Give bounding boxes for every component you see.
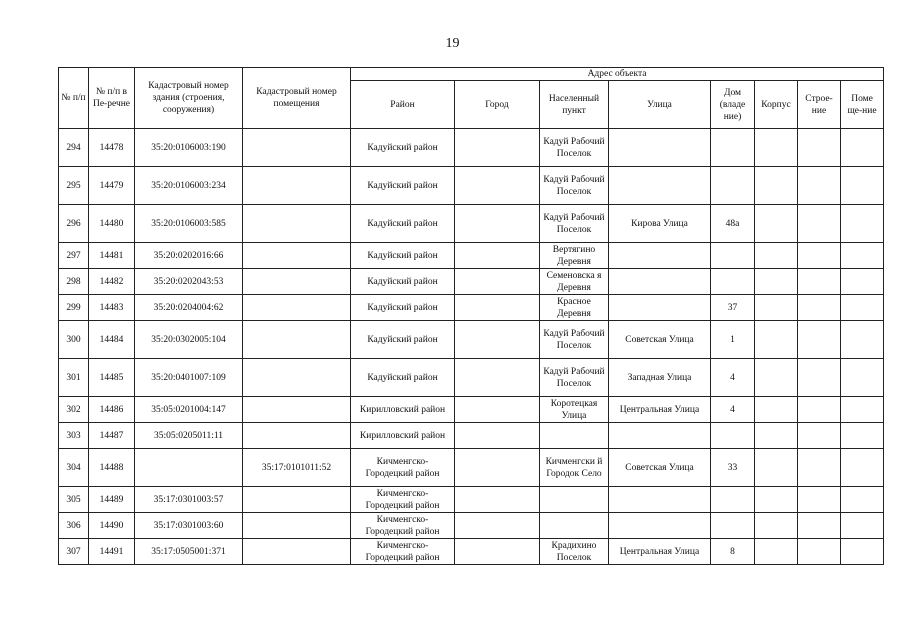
cell-korpus [755,269,798,295]
cell-district: Кадуйский район [351,167,455,205]
cell-num: 304 [59,449,89,487]
cell-pomeshchenie [841,539,884,565]
table-row [59,321,884,359]
cell-list-num: 14485 [89,359,135,397]
cell-list-num: 14480 [89,205,135,243]
page-number: 19 [445,36,460,51]
cell-building-cadastral: 35:17:0505001:371 [135,539,243,565]
cell-list-num: 14487 [89,423,135,449]
cell-street [609,295,711,321]
cell-street: Кирова Улица [609,205,711,243]
cell-premises-cadastral [243,243,351,269]
table-row [59,295,884,321]
table-header [59,68,884,129]
cell-stroenie [798,397,841,423]
cell-premises-cadastral [243,487,351,513]
table-row [59,397,884,423]
table-row [59,539,884,565]
cell-house [711,269,755,295]
cell-building-cadastral: 35:20:0106003:190 [135,129,243,167]
cell-city [455,321,540,359]
cell-premises-cadastral [243,423,351,449]
cell-settlement [540,423,609,449]
cell-premises-cadastral [243,205,351,243]
cell-street [609,167,711,205]
cell-korpus [755,129,798,167]
cell-house [711,487,755,513]
cell-premises-cadastral [243,269,351,295]
cell-premises-cadastral [243,295,351,321]
cell-pomeshchenie [841,295,884,321]
cell-building-cadastral: 35:20:0204004:62 [135,295,243,321]
cell-building-cadastral: 35:20:0106003:585 [135,205,243,243]
header-address-group: Адрес объекта [351,68,884,81]
cell-street [609,243,711,269]
cell-settlement [540,513,609,539]
cell-num: 297 [59,243,89,269]
cell-num: 296 [59,205,89,243]
table-row [59,449,884,487]
cell-stroenie [798,167,841,205]
cell-settlement: Кичменгски й Городок Село [540,449,609,487]
cell-pomeshchenie [841,243,884,269]
cell-building-cadastral: 35:20:0401007:109 [135,359,243,397]
cell-settlement: Кадуй Рабочий Поселок [540,167,609,205]
header-building-cadastral: Кадастровый номер здания (строения, сооружения) [135,68,243,129]
cell-pomeshchenie [841,449,884,487]
header-district: Район [351,81,455,129]
cell-street: Советская Улица [609,321,711,359]
cell-korpus [755,205,798,243]
cell-building-cadastral: 35:05:0205011:11 [135,423,243,449]
cell-premises-cadastral: 35:17:0101011:52 [243,449,351,487]
cell-list-num: 14488 [89,449,135,487]
cell-list-num: 14482 [89,269,135,295]
cell-district: Кичменгско-Городецкий район [351,539,455,565]
cell-settlement: Красное Деревня [540,295,609,321]
cell-building-cadastral: 35:17:0301003:60 [135,513,243,539]
cell-street: Советская Улица [609,449,711,487]
header-num: № п/п [59,68,89,129]
cell-num: 306 [59,513,89,539]
cell-korpus [755,539,798,565]
cell-district: Кадуйский район [351,269,455,295]
cell-num: 301 [59,359,89,397]
cell-pomeshchenie [841,487,884,513]
cell-settlement [540,487,609,513]
table-row [59,513,884,539]
cell-stroenie [798,449,841,487]
cell-building-cadastral: 35:20:0202016:66 [135,243,243,269]
cell-city [455,487,540,513]
cell-num: 294 [59,129,89,167]
cell-stroenie [798,539,841,565]
table-row [59,205,884,243]
cell-pomeshchenie [841,205,884,243]
cell-korpus [755,243,798,269]
header-house: Дом (владе ние) [711,81,755,129]
cell-city [455,359,540,397]
cell-street [609,269,711,295]
cell-stroenie [798,243,841,269]
cell-street: Центральная Улица [609,539,711,565]
cell-district: Кадуйский район [351,243,455,269]
cell-settlement: Кадуй Рабочий Поселок [540,321,609,359]
cell-stroenie [798,295,841,321]
cell-house [711,129,755,167]
cell-district: Кирилловский район [351,397,455,423]
cell-house: 37 [711,295,755,321]
cell-list-num: 14483 [89,295,135,321]
header-settlement: Населенный пункт [540,81,609,129]
cell-house: 33 [711,449,755,487]
header-premises-cadastral: Кадастровый номер помещения [243,68,351,129]
cell-settlement: Семеновска я Деревня [540,269,609,295]
cell-street [609,513,711,539]
header-list-num: № п/п в Пе-речне [89,68,135,129]
cell-district: Кадуйский район [351,205,455,243]
cell-house [711,243,755,269]
table-row [59,243,884,269]
cell-city [455,449,540,487]
header-pomeshchenie: Поме ще-ние [841,81,884,129]
cell-pomeshchenie [841,129,884,167]
cell-district: Кадуйский район [351,359,455,397]
cell-house [711,513,755,539]
cell-city [455,539,540,565]
cell-stroenie [798,269,841,295]
cell-korpus [755,397,798,423]
cell-korpus [755,359,798,397]
cell-pomeshchenie [841,359,884,397]
cell-district: Кадуйский район [351,321,455,359]
header-city: Город [455,81,540,129]
table-row [59,129,884,167]
cell-settlement: Кадуй Рабочий Поселок [540,359,609,397]
cell-city [455,397,540,423]
cell-house: 4 [711,359,755,397]
cell-num: 295 [59,167,89,205]
cell-settlement: Коротецкая Улица [540,397,609,423]
cell-city [455,295,540,321]
cell-district: Кичменгско-Городецкий район [351,487,455,513]
cell-list-num: 14481 [89,243,135,269]
cell-num: 299 [59,295,89,321]
cell-building-cadastral: 35:20:0202043:53 [135,269,243,295]
cell-street: Западная Улица [609,359,711,397]
cell-stroenie [798,321,841,359]
cell-pomeshchenie [841,269,884,295]
cell-house [711,167,755,205]
cell-street [609,423,711,449]
header-korpus: Корпус [755,81,798,129]
cell-premises-cadastral [243,539,351,565]
cell-pomeshchenie [841,513,884,539]
cell-list-num: 14486 [89,397,135,423]
cell-city [455,129,540,167]
table-row [59,167,884,205]
header-stroenie: Строе-ние [798,81,841,129]
registry-table [58,67,884,565]
cell-korpus [755,449,798,487]
cell-district: Кадуйский район [351,129,455,167]
cell-building-cadastral: 35:05:0201004:147 [135,397,243,423]
cell-stroenie [798,359,841,397]
cell-city [455,167,540,205]
cell-stroenie [798,513,841,539]
cell-list-num: 14491 [89,539,135,565]
cell-building-cadastral [135,449,243,487]
cell-pomeshchenie [841,423,884,449]
cell-pomeshchenie [841,321,884,359]
cell-num: 303 [59,423,89,449]
cell-building-cadastral: 35:20:0106003:234 [135,167,243,205]
cell-house [711,423,755,449]
cell-stroenie [798,487,841,513]
cell-house: 1 [711,321,755,359]
cell-city [455,513,540,539]
cell-settlement: Вертягино Деревня [540,243,609,269]
cell-num: 302 [59,397,89,423]
header-street: Улица [609,81,711,129]
cell-list-num: 14490 [89,513,135,539]
cell-street: Центральная Улица [609,397,711,423]
cell-city [455,205,540,243]
cell-num: 300 [59,321,89,359]
cell-premises-cadastral [243,513,351,539]
table-row [59,269,884,295]
cell-city [455,243,540,269]
cell-house: 4 [711,397,755,423]
cell-num: 298 [59,269,89,295]
cell-premises-cadastral [243,397,351,423]
cell-premises-cadastral [243,167,351,205]
cell-district: Кирилловский район [351,423,455,449]
cell-settlement: Крадихино Поселок [540,539,609,565]
cell-korpus [755,321,798,359]
cell-korpus [755,295,798,321]
cell-stroenie [798,205,841,243]
cell-korpus [755,513,798,539]
cell-city [455,423,540,449]
table-row [59,487,884,513]
cell-district: Кадуйский район [351,295,455,321]
cell-pomeshchenie [841,397,884,423]
table-row [59,359,884,397]
cell-pomeshchenie [841,167,884,205]
cell-korpus [755,167,798,205]
cell-list-num: 14489 [89,487,135,513]
cell-district: Кичменгско-Городецкий район [351,513,455,539]
cell-premises-cadastral [243,359,351,397]
cell-korpus [755,423,798,449]
cell-stroenie [798,423,841,449]
cell-stroenie [798,129,841,167]
cell-premises-cadastral [243,321,351,359]
cell-building-cadastral: 35:20:0302005:104 [135,321,243,359]
table-row [59,423,884,449]
table-body [59,129,884,565]
cell-street [609,129,711,167]
cell-city [455,269,540,295]
cell-street [609,487,711,513]
cell-premises-cadastral [243,129,351,167]
cell-list-num: 14479 [89,167,135,205]
cell-settlement: Кадуй Рабочий Поселок [540,205,609,243]
cell-korpus [755,487,798,513]
cell-list-num: 14478 [89,129,135,167]
cell-district: Кичменгско-Городецкий район [351,449,455,487]
cell-house: 8 [711,539,755,565]
cell-num: 305 [59,487,89,513]
cell-num: 307 [59,539,89,565]
cell-list-num: 14484 [89,321,135,359]
cell-building-cadastral: 35:17:0301003:57 [135,487,243,513]
cell-settlement: Кадуй Рабочий Поселок [540,129,609,167]
cell-house: 48а [711,205,755,243]
